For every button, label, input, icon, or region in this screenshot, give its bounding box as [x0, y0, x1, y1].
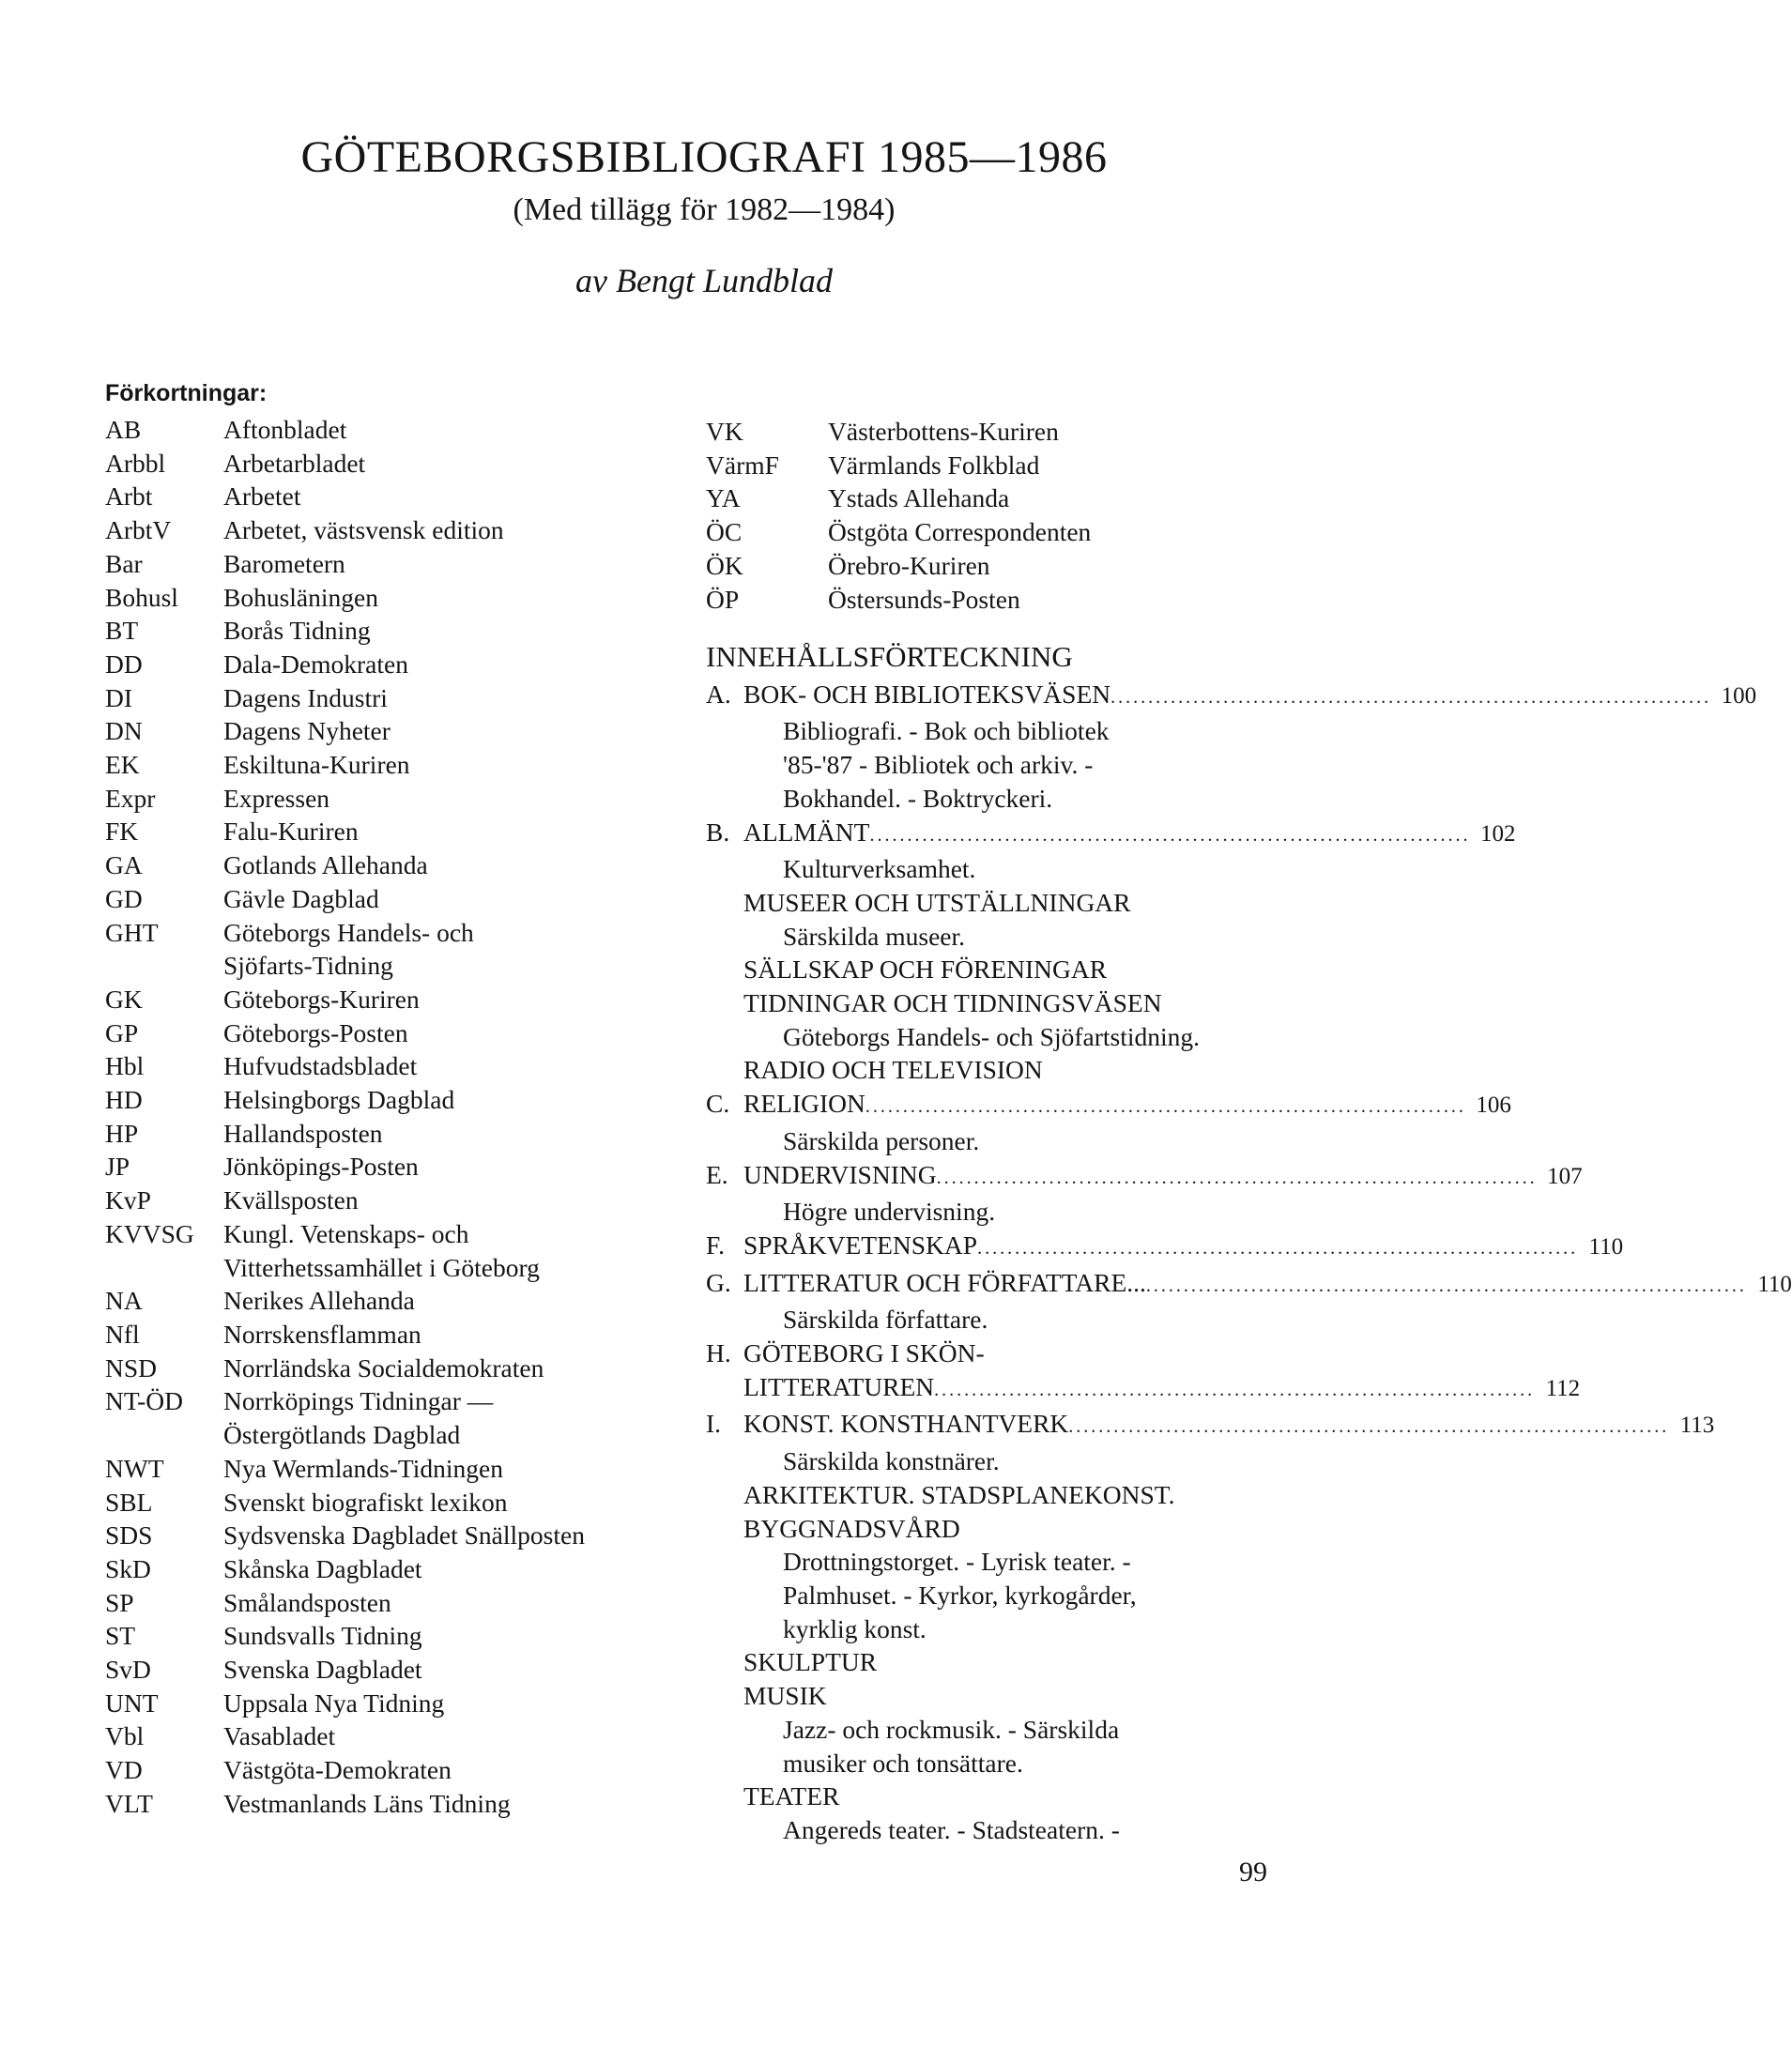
toc-section: MUSIK	[743, 1681, 827, 1711]
toc-section: TIDNINGAR OCH TIDNINGSVÄSEN	[743, 988, 1162, 1018]
abbreviation-row	[105, 513, 650, 547]
toc-subentry: Högre undervisning.	[783, 1197, 996, 1227]
toc-entry-title: ALLMÄNT	[743, 817, 870, 847]
toc-dot-leader: ................................................................................	[1110, 686, 1712, 708]
abbreviation-code: NT-ÖD	[105, 1386, 184, 1416]
abbreviation-code: GP	[105, 1017, 139, 1047]
toc-subentry: Jazz- och rockmusik. - Särskilda	[783, 1714, 1120, 1744]
toc-subentry: '85-'87 - Bibliotek och arkiv. -	[783, 750, 1094, 780]
abbreviation-row	[706, 449, 1269, 482]
toc-entry	[706, 1087, 1511, 1124]
abbreviation-name: Svenskt biografiskt lexikon	[223, 1487, 508, 1517]
toc-entry	[706, 1266, 1792, 1304]
abbreviation-code: VK	[706, 417, 743, 446]
abbreviation-code: Nfl	[105, 1319, 140, 1349]
abbreviation-name: Aftonbladet	[223, 415, 347, 444]
abbreviation-name: Ystads Allehanda	[828, 483, 1010, 513]
abbreviation-row	[706, 583, 1269, 617]
toc-section: SÄLLSKAP OCH FÖRENINGAR	[743, 955, 1108, 985]
toc-entry-title: LITTERATUREN	[743, 1371, 935, 1401]
abbreviation-row	[105, 1384, 650, 1418]
abbreviation-code: SvD	[105, 1655, 151, 1685]
abbreviation-code: VLT	[105, 1788, 153, 1818]
toc-subentry: Bibliografi. - Bok och bibliotek	[783, 716, 1110, 746]
abbreviation-name: Göteborgs Handels- och	[223, 917, 474, 947]
abbreviation-code: FK	[105, 817, 139, 847]
abbreviation-name: Göteborgs-Posten	[223, 1017, 408, 1047]
toc-subentry: Särskilda konstnärer.	[783, 1446, 1000, 1476]
abbreviation-row	[105, 1619, 650, 1653]
abbreviation-name: Kungl. Vetenskaps- och	[223, 1218, 469, 1248]
abbreviation-name: Nerikes Allehanda	[223, 1286, 415, 1316]
abbreviation-row	[105, 1318, 650, 1352]
abbreviation-row	[105, 480, 650, 513]
toc-entry	[706, 1337, 1269, 1370]
abbreviation-row	[105, 983, 650, 1016]
abbreviation-code: HD	[105, 1085, 143, 1115]
abbreviation-code: ST	[105, 1621, 136, 1651]
abbreviation-name: Svenska Dagbladet	[223, 1655, 422, 1685]
abbreviation-code: BT	[105, 616, 139, 646]
abbreviation-code: Arbbl	[105, 448, 166, 478]
toc-subentry: musiker och tonsättare.	[783, 1748, 1023, 1778]
abbreviation-row	[105, 882, 650, 916]
abbreviation-name: Bohusläningen	[223, 582, 378, 612]
abbreviation-code: Bar	[105, 548, 143, 578]
abbreviation-name: Uppsala Nya Tidning	[223, 1688, 445, 1718]
abbreviation-name: Helsingborgs Dagblad	[223, 1085, 455, 1115]
toc-entry-letter: C.	[706, 1089, 730, 1119]
abbreviation-code: HP	[105, 1118, 139, 1148]
toc-section: ARKITEKTUR. STADSPLANEKONST.	[743, 1479, 1175, 1509]
abbreviation-code	[105, 1418, 223, 1452]
abbreviation-code: Expr	[105, 783, 156, 813]
abbreviation-row	[105, 1753, 650, 1787]
abbreviation-name: Sydsvenska Dagbladet Snällposten	[223, 1520, 585, 1551]
abbreviation-row	[105, 1687, 650, 1720]
abbreviation-code: YA	[706, 483, 741, 513]
abbreviation-row	[105, 782, 650, 816]
abbreviation-row	[105, 1217, 650, 1251]
abbreviation-code: KvP	[105, 1185, 151, 1215]
abbreviation-name: Hallandsposten	[223, 1118, 383, 1148]
toc-entry-title: SPRÅKVETENSKAP	[743, 1230, 978, 1260]
toc-section: SKULPTUR	[743, 1647, 878, 1677]
abbreviations-heading: Förkortningar:	[105, 380, 268, 406]
toc-subentry: Bokhandel. - Boktryckeri.	[783, 783, 1053, 813]
abbreviation-row	[706, 515, 1269, 549]
abbreviation-code: VärmF	[706, 450, 779, 480]
toc-dot-leader: ................................................................................	[1145, 1275, 1747, 1296]
toc-subentry: Särskilda författare.	[783, 1305, 988, 1335]
toc-dot-leader: ................................................................................	[1068, 1416, 1670, 1438]
abbreviation-code: Arbt	[105, 481, 153, 512]
document-author: av Bengt Lundblad	[575, 262, 833, 299]
abbreviation-name: Gävle Dagblad	[223, 883, 379, 913]
abbreviation-name: Barometern	[223, 548, 345, 578]
abbreviation-code: GD	[105, 883, 143, 913]
abbreviation-name: Smålandsposten	[223, 1587, 391, 1617]
abbreviation-row	[105, 916, 650, 950]
toc-entry-letter: F.	[706, 1230, 725, 1260]
abbreviation-code: SBL	[105, 1487, 153, 1517]
abbreviation-name: Falu-Kuriren	[223, 817, 359, 847]
abbreviation-code: GHT	[105, 917, 159, 947]
abbreviation-code: ÖP	[706, 584, 740, 614]
abbreviation-row	[105, 1452, 650, 1486]
abbreviation-code: DN	[105, 716, 143, 746]
abbreviation-row	[706, 481, 1269, 515]
toc-dot-leader: ................................................................................	[865, 1096, 1466, 1118]
toc-section: TEATER	[743, 1781, 840, 1811]
abbreviation-name: Jönköpings-Posten	[223, 1152, 419, 1182]
toc-section: RADIO OCH TELEVISION	[743, 1055, 1043, 1085]
abbreviation-code: SDS	[105, 1520, 153, 1551]
toc-subentry: Göteborgs Handels- och Sjöfartstidning.	[783, 1021, 1201, 1051]
abbreviations-list-right	[706, 415, 1269, 616]
abbreviation-code: GK	[105, 984, 143, 1014]
abbreviation-code: NSD	[105, 1352, 158, 1382]
abbreviation-row	[706, 415, 1269, 449]
toc-entry-page: 110	[1588, 1233, 1624, 1260]
abbreviation-code: ArbtV	[105, 515, 172, 545]
abbreviation-row	[105, 1352, 650, 1385]
abbreviation-code: EK	[105, 750, 140, 780]
abbreviation-row	[105, 447, 650, 481]
abbreviation-name: Västgöta-Demokraten	[223, 1755, 452, 1785]
abbreviation-code: JP	[105, 1152, 130, 1182]
abbreviation-name: Norrländska Socialdemokraten	[223, 1352, 544, 1382]
abbreviation-name: Vestmanlands Läns Tidning	[223, 1788, 511, 1818]
abbreviation-code: GA	[105, 850, 143, 880]
abbreviation-name: Hufvudstadsbladet	[223, 1051, 418, 1081]
document-title: GÖTEBORGSBIBLIOGRAFI 1985—1986	[300, 132, 1108, 182]
abbreviation-code: Vbl	[105, 1721, 145, 1751]
abbreviation-row	[105, 681, 650, 715]
abbreviation-code: ÖK	[706, 550, 743, 580]
abbreviation-row	[105, 714, 650, 748]
toc-entry-page: 106	[1476, 1092, 1511, 1119]
abbreviation-name: Göteborgs-Kuriren	[223, 984, 420, 1014]
toc-entry	[706, 678, 1757, 715]
abbreviation-name: Västerbottens-Kuriren	[828, 417, 1059, 446]
toc-entry-page: 110	[1757, 1271, 1792, 1297]
abbreviation-code: UNT	[105, 1688, 159, 1718]
toc-entry-title: LITTERATUR OCH FÖRFATTARE...	[743, 1267, 1146, 1297]
abbreviation-row	[105, 949, 650, 983]
toc-section: MUSEER OCH UTSTÄLLNINGAR	[743, 887, 1131, 917]
abbreviation-row	[105, 1719, 650, 1753]
toc-subentry: kyrklig konst.	[783, 1613, 927, 1643]
abbreviation-code: NA	[105, 1286, 143, 1316]
toc-entry	[706, 1158, 1583, 1196]
toc-entry-page: 112	[1545, 1375, 1581, 1401]
abbreviation-row	[706, 549, 1269, 583]
abbreviation-name: Värmlands Folkblad	[828, 450, 1040, 480]
toc-entry-title: KONST. KONSTHANTVERK	[743, 1409, 1069, 1439]
toc-entry-title: RELIGION	[743, 1089, 865, 1119]
abbreviation-name: Dagens Nyheter	[223, 716, 391, 746]
abbreviation-row	[105, 815, 650, 848]
abbreviation-name: Norrskensflamman	[223, 1319, 421, 1349]
abbreviation-row	[105, 1486, 650, 1520]
table-of-contents	[706, 640, 1792, 1847]
abbreviation-row	[105, 1519, 650, 1552]
abbreviation-row	[105, 1418, 650, 1452]
abbreviation-name: Gotlands Allehanda	[223, 850, 428, 880]
abbreviation-name: Arbetet, västsvensk edition	[223, 515, 504, 545]
toc-dot-leader: ................................................................................	[936, 1167, 1538, 1188]
toc-subentry: Särskilda personer.	[783, 1125, 980, 1155]
abbreviation-name: Östersunds-Posten	[828, 584, 1020, 614]
toc-dot-leader: ................................................................................	[869, 824, 1471, 846]
toc-entry-page: 113	[1679, 1413, 1715, 1439]
toc-entry	[706, 1229, 1624, 1266]
toc-subentry: Kulturverksamhet.	[783, 854, 976, 884]
abbreviation-row	[105, 848, 650, 882]
toc-entry-letter: G.	[706, 1267, 731, 1297]
toc-entry-letter: B.	[706, 817, 730, 847]
abbreviation-name: Vasabladet	[223, 1721, 336, 1751]
abbreviation-name: Dala-Demokraten	[223, 649, 408, 679]
abbreviation-name: Vitterhetssamhället i Göteborg	[223, 1252, 540, 1282]
abbreviation-name: Östergötlands Dagblad	[223, 1420, 461, 1450]
abbreviation-code: KVVSG	[105, 1218, 194, 1248]
abbreviation-name: Nya Wermlands-Tidningen	[223, 1453, 503, 1483]
abbreviation-name: Borås Tidning	[223, 616, 371, 646]
toc-entry	[706, 816, 1516, 853]
abbreviation-code: AB	[105, 415, 142, 444]
abbreviation-row	[105, 614, 650, 648]
abbreviation-row	[105, 547, 650, 581]
abbreviation-row	[105, 1150, 650, 1184]
abbreviation-row	[105, 1586, 650, 1620]
toc-lines	[706, 678, 1792, 1847]
toc-dot-leader: ................................................................................	[934, 1379, 1536, 1400]
toc-entry-page: 107	[1547, 1163, 1583, 1189]
abbreviation-row	[105, 581, 650, 615]
toc-subentry: Angereds teater. - Stadsteatern. -	[783, 1814, 1120, 1844]
page-number: 99	[1239, 1856, 1267, 1887]
abbreviation-row	[105, 1083, 650, 1117]
abbreviation-code: VD	[105, 1755, 143, 1785]
abbreviation-code: ÖC	[706, 517, 743, 547]
abbreviation-code: DI	[105, 682, 133, 712]
abbreviation-name: Arbetet	[223, 481, 301, 512]
toc-entry-title: GÖTEBORG I SKÖN-	[743, 1338, 985, 1368]
toc-subentry: Drottningstorget. - Lyrisk teater. -	[783, 1547, 1131, 1577]
abbreviation-code: NWT	[105, 1453, 164, 1483]
abbreviation-code: Hbl	[105, 1051, 145, 1081]
abbreviation-row	[105, 1016, 650, 1050]
abbreviation-row	[105, 1787, 650, 1821]
toc-entry-letter: A.	[706, 679, 731, 709]
abbreviation-row	[105, 748, 650, 782]
abbreviation-row	[105, 648, 650, 681]
abbreviation-row	[105, 1184, 650, 1217]
toc-entry-title: UNDERVISNING	[743, 1159, 937, 1189]
abbreviation-row	[105, 1117, 650, 1151]
toc-entry	[706, 1370, 1581, 1408]
abbreviation-row	[105, 1284, 650, 1318]
abbreviation-name: Skånska Dagbladet	[223, 1553, 422, 1583]
abbreviation-name: Sjöfarts-Tidning	[223, 951, 393, 981]
abbreviation-row	[105, 1653, 650, 1687]
toc-entry-title: BOK- OCH BIBLIOTEKSVÄSEN	[743, 679, 1111, 709]
toc-subentry: Palmhuset. - Kyrkor, kyrkogårder,	[783, 1580, 1137, 1610]
abbreviation-name: Kvällsposten	[223, 1185, 359, 1215]
toc-dot-leader: ................................................................................	[977, 1237, 1579, 1259]
abbreviation-name: Örebro-Kuriren	[828, 550, 990, 580]
toc-entry-letter: I.	[706, 1409, 722, 1439]
abbreviation-row	[105, 413, 650, 447]
toc-entry-letter: E.	[706, 1159, 728, 1189]
toc-heading: INNEHÅLLSFÖRTECKNING	[706, 640, 1073, 673]
abbreviation-name: Norrköpings Tidningar —	[223, 1386, 494, 1416]
abbreviation-code: Bohusl	[105, 582, 178, 612]
abbreviation-code	[105, 949, 223, 983]
abbreviation-name: Expressen	[223, 783, 330, 813]
toc-entry-page: 100	[1721, 682, 1757, 709]
abbreviation-name: Arbetarbladet	[223, 448, 366, 478]
abbreviation-row	[105, 1251, 650, 1285]
abbreviation-row	[105, 1049, 650, 1083]
abbreviation-name: Dagens Industri	[223, 682, 388, 712]
abbreviation-code: DD	[105, 649, 143, 679]
abbreviations-list-left	[105, 413, 650, 1821]
abbreviation-name: Eskiltuna-Kuriren	[223, 750, 410, 780]
document-subtitle: (Med tillägg för 1982—1984)	[513, 192, 896, 227]
toc-subentry: Särskilda museer.	[783, 921, 965, 951]
abbreviation-name: Östgöta Correspondenten	[828, 517, 1092, 547]
toc-entry-letter: H.	[706, 1338, 731, 1368]
toc-entry-page: 102	[1479, 820, 1516, 847]
abbreviation-name: Sundsvalls Tidning	[223, 1621, 422, 1651]
toc-section: BYGGNADSVÅRD	[743, 1513, 960, 1543]
abbreviation-row	[105, 1552, 650, 1586]
abbreviation-code	[105, 1251, 223, 1285]
abbreviation-code: SkD	[105, 1553, 151, 1583]
toc-entry	[706, 1407, 1715, 1444]
abbreviation-code: SP	[105, 1587, 134, 1617]
